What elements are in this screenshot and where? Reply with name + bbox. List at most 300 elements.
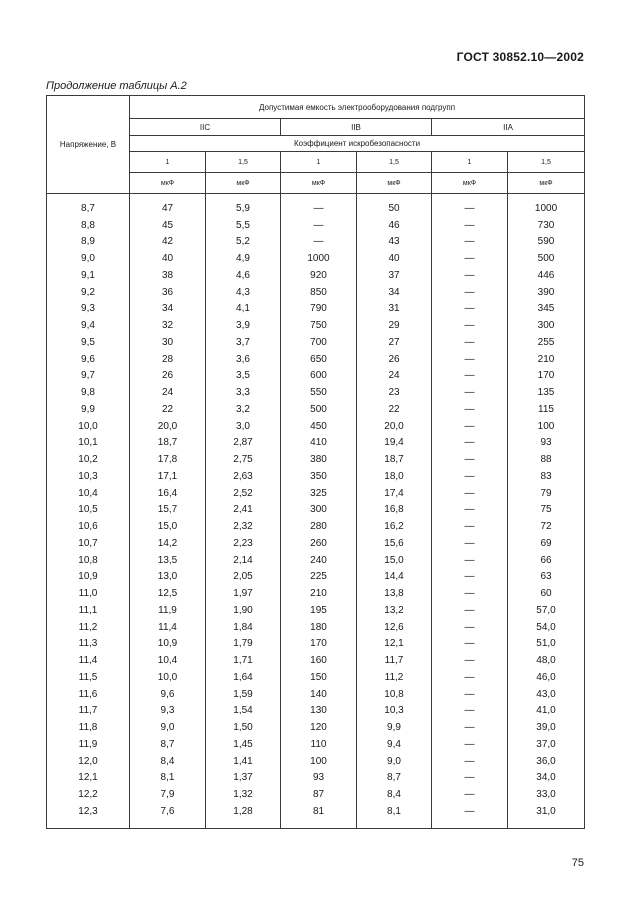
capacitance-cell: 16,8 (357, 502, 432, 519)
capacitance-cell: 63 (508, 569, 585, 586)
capacitance-cell: 5,5 (206, 217, 281, 234)
capacitance-cell: 43,0 (508, 686, 585, 703)
coefficient-cell: 1 (130, 152, 206, 173)
capacitance-cell: 140 (281, 686, 357, 703)
capacitance-cell: 11,4 (130, 619, 206, 636)
capacitance-cell: — (432, 250, 508, 267)
table-row (47, 234, 585, 251)
capacitance-cell: 29 (357, 317, 432, 334)
capacitance-cell: — (432, 786, 508, 803)
capacitance-cell: — (432, 703, 508, 720)
capacitance-cell: 4,6 (206, 267, 281, 284)
table-row (47, 736, 585, 753)
capacitance-cell: — (432, 234, 508, 251)
capacitance-cell: — (432, 619, 508, 636)
capacitance-cell: 2,87 (206, 435, 281, 452)
capacitance-cell: 10,4 (130, 652, 206, 669)
capacitance-cell: 8,4 (130, 753, 206, 770)
capacitance-cell: 345 (508, 301, 585, 318)
voltage-cell: 11,4 (47, 652, 130, 669)
capacitance-cell: 18,0 (357, 468, 432, 485)
voltage-cell: 10,9 (47, 569, 130, 586)
capacitance-cell: 11,7 (357, 652, 432, 669)
capacitance-cell: 1,59 (206, 686, 281, 703)
capacitance-cell: 50 (357, 194, 432, 217)
capacitance-cell: 31,0 (508, 803, 585, 828)
voltage-cell: 10,2 (47, 451, 130, 468)
voltage-cell: 9,1 (47, 267, 130, 284)
capacitance-cell: 446 (508, 267, 585, 284)
voltage-cell: 9,7 (47, 368, 130, 385)
table-row (47, 301, 585, 318)
capacitance-cell: 13,2 (357, 602, 432, 619)
table-row (47, 686, 585, 703)
capacitance-cell: 650 (281, 351, 357, 368)
capacitance-cell: 13,0 (130, 569, 206, 586)
capacitance-cell: 38 (130, 267, 206, 284)
table-row (47, 418, 585, 435)
capacitance-cell: 240 (281, 552, 357, 569)
capacitance-cell: — (432, 485, 508, 502)
table-row (47, 602, 585, 619)
capacitance-cell: 51,0 (508, 636, 585, 653)
capacitance-cell: 9,6 (130, 686, 206, 703)
table-row (47, 518, 585, 535)
table-row (47, 770, 585, 787)
capacitance-cell: 115 (508, 401, 585, 418)
voltage-cell: 11,6 (47, 686, 130, 703)
capacitance-cell: 390 (508, 284, 585, 301)
unit-cell: мкФ (357, 173, 432, 194)
voltage-cell: 10,7 (47, 535, 130, 552)
page-number: 75 (571, 857, 584, 869)
capacitance-cell: 41,0 (508, 703, 585, 720)
capacitance-cell: 135 (508, 384, 585, 401)
capacitance-cell: 8,7 (130, 736, 206, 753)
capacitance-cell: 325 (281, 485, 357, 502)
capacitance-cell: 15,0 (130, 518, 206, 535)
capacitance-cell: — (432, 435, 508, 452)
capacitance-cell: — (432, 753, 508, 770)
table-row (47, 585, 585, 602)
capacitance-cell: 225 (281, 569, 357, 586)
capacitance-cell: 10,3 (357, 703, 432, 720)
table-row (47, 636, 585, 653)
capacitance-cell: 9,0 (130, 719, 206, 736)
capacitance-cell: 3,7 (206, 334, 281, 351)
capacitance-cell: 850 (281, 284, 357, 301)
capacitance-cell: 75 (508, 502, 585, 519)
capacitance-cell: — (432, 585, 508, 602)
voltage-cell: 8,8 (47, 217, 130, 234)
capacitance-cell: 46,0 (508, 669, 585, 686)
capacitance-cell: 1000 (508, 194, 585, 217)
table-row (47, 803, 585, 828)
capacitance-cell: 57,0 (508, 602, 585, 619)
capacitance-cell: 30 (130, 334, 206, 351)
table-row (47, 786, 585, 803)
capacitance-cell: 2,23 (206, 535, 281, 552)
capacitance-cell: — (432, 518, 508, 535)
voltage-cell: 11,0 (47, 585, 130, 602)
capacitance-table (46, 95, 585, 829)
capacitance-cell: — (432, 770, 508, 787)
table-row (47, 502, 585, 519)
capacitance-cell: 2,41 (206, 502, 281, 519)
capacitance-cell: — (432, 418, 508, 435)
capacitance-cell: 28 (130, 351, 206, 368)
capacitance-cell: — (432, 317, 508, 334)
capacitance-cell: 32 (130, 317, 206, 334)
capacitance-cell: 180 (281, 619, 357, 636)
table-row (47, 652, 585, 669)
capacitance-cell: 2,75 (206, 451, 281, 468)
capacitance-cell: — (432, 368, 508, 385)
table-row (47, 619, 585, 636)
capacitance-cell: — (432, 284, 508, 301)
capacitance-cell: 600 (281, 368, 357, 385)
capacitance-cell: 2,14 (206, 552, 281, 569)
capacitance-header: Допустимая емкость электрооборудования подгрупп (130, 96, 585, 119)
capacitance-cell: 1,64 (206, 669, 281, 686)
capacitance-cell: 22 (357, 401, 432, 418)
capacitance-cell: 410 (281, 435, 357, 452)
voltage-cell: 11,9 (47, 736, 130, 753)
voltage-cell: 9,6 (47, 351, 130, 368)
voltage-cell: 11,7 (47, 703, 130, 720)
capacitance-cell: 590 (508, 234, 585, 251)
capacitance-cell: 4,1 (206, 301, 281, 318)
table-row (47, 401, 585, 418)
capacitance-cell: 10,9 (130, 636, 206, 653)
capacitance-cell: 12,1 (357, 636, 432, 653)
capacitance-cell: — (432, 569, 508, 586)
voltage-cell: 10,3 (47, 468, 130, 485)
capacitance-cell: 26 (357, 351, 432, 368)
capacitance-cell: 39,0 (508, 719, 585, 736)
table-row (47, 217, 585, 234)
capacitance-cell: — (432, 552, 508, 569)
capacitance-cell: — (432, 351, 508, 368)
voltage-cell: 9,8 (47, 384, 130, 401)
capacitance-cell: 47 (130, 194, 206, 217)
unit-cell: мкФ (130, 173, 206, 194)
capacitance-cell: 4,9 (206, 250, 281, 267)
capacitance-cell: 7,6 (130, 803, 206, 828)
capacitance-cell: 40 (357, 250, 432, 267)
capacitance-cell: 500 (508, 250, 585, 267)
capacitance-cell: — (432, 301, 508, 318)
capacitance-cell: 87 (281, 786, 357, 803)
capacitance-cell: 450 (281, 418, 357, 435)
capacitance-cell: 18,7 (130, 435, 206, 452)
capacitance-cell: 13,8 (357, 585, 432, 602)
group-iib-header: IIB (281, 119, 432, 136)
capacitance-cell: 4,3 (206, 284, 281, 301)
capacitance-cell: 1,37 (206, 770, 281, 787)
table-body (47, 194, 585, 829)
capacitance-cell: 9,3 (130, 703, 206, 720)
capacitance-cell: 46 (357, 217, 432, 234)
coefficient-cell: 1,5 (357, 152, 432, 173)
capacitance-cell: 3,6 (206, 351, 281, 368)
capacitance-cell: 66 (508, 552, 585, 569)
capacitance-cell: 790 (281, 301, 357, 318)
capacitance-cell: 37,0 (508, 736, 585, 753)
capacitance-cell: 9,9 (357, 719, 432, 736)
capacitance-cell: 750 (281, 317, 357, 334)
capacitance-cell: 27 (357, 334, 432, 351)
capacitance-cell: 210 (508, 351, 585, 368)
table-row (47, 468, 585, 485)
voltage-cell: 8,7 (47, 194, 130, 217)
capacitance-cell: 60 (508, 585, 585, 602)
table-row (47, 368, 585, 385)
capacitance-cell: 2,63 (206, 468, 281, 485)
coefficient-cell: 1 (432, 152, 508, 173)
capacitance-cell: 14,4 (357, 569, 432, 586)
capacitance-cell: 3,2 (206, 401, 281, 418)
capacitance-cell: 1,28 (206, 803, 281, 828)
voltage-cell: 12,1 (47, 770, 130, 787)
capacitance-cell: 380 (281, 451, 357, 468)
capacitance-cell: 34 (357, 284, 432, 301)
table-row (47, 284, 585, 301)
capacitance-cell: 13,5 (130, 552, 206, 569)
voltage-cell: 10,8 (47, 552, 130, 569)
capacitance-cell: 550 (281, 384, 357, 401)
capacitance-cell: 23 (357, 384, 432, 401)
capacitance-cell: 280 (281, 518, 357, 535)
table-row (47, 703, 585, 720)
capacitance-cell: — (432, 451, 508, 468)
capacitance-cell: 130 (281, 703, 357, 720)
capacitance-cell: — (432, 669, 508, 686)
capacitance-cell: 1,54 (206, 703, 281, 720)
capacitance-cell: 15,6 (357, 535, 432, 552)
capacitance-cell: 1,90 (206, 602, 281, 619)
capacitance-cell: 110 (281, 736, 357, 753)
capacitance-cell: 1,79 (206, 636, 281, 653)
capacitance-cell: 2,52 (206, 485, 281, 502)
capacitance-cell: 83 (508, 468, 585, 485)
capacitance-cell: 170 (508, 368, 585, 385)
capacitance-cell: 12,5 (130, 585, 206, 602)
voltage-cell: 11,2 (47, 619, 130, 636)
capacitance-cell: 8,7 (357, 770, 432, 787)
capacitance-cell: 22 (130, 401, 206, 418)
capacitance-cell: 160 (281, 652, 357, 669)
voltage-cell: 9,3 (47, 301, 130, 318)
voltage-cell: 9,5 (47, 334, 130, 351)
capacitance-cell: 42 (130, 234, 206, 251)
capacitance-cell: 93 (281, 770, 357, 787)
capacitance-cell: 300 (281, 502, 357, 519)
capacitance-cell: 300 (508, 317, 585, 334)
capacitance-cell: — (432, 736, 508, 753)
voltage-cell: 11,1 (47, 602, 130, 619)
capacitance-cell: 920 (281, 267, 357, 284)
table-row (47, 435, 585, 452)
table-row (47, 485, 585, 502)
capacitance-cell: 34,0 (508, 770, 585, 787)
capacitance-cell: 255 (508, 334, 585, 351)
voltage-cell: 10,6 (47, 518, 130, 535)
capacitance-cell: — (281, 217, 357, 234)
capacitance-cell: — (432, 384, 508, 401)
capacitance-cell: 79 (508, 485, 585, 502)
capacitance-cell: 1,50 (206, 719, 281, 736)
capacitance-cell: 48,0 (508, 652, 585, 669)
voltage-cell: 8,9 (47, 234, 130, 251)
capacitance-cell: 36,0 (508, 753, 585, 770)
capacitance-cell: 260 (281, 535, 357, 552)
coefficient-cell: 1,5 (508, 152, 585, 173)
table-row (47, 719, 585, 736)
capacitance-cell: 37 (357, 267, 432, 284)
capacitance-cell: 45 (130, 217, 206, 234)
capacitance-cell: 54,0 (508, 619, 585, 636)
capacitance-cell: 10,8 (357, 686, 432, 703)
capacitance-cell: 10,0 (130, 669, 206, 686)
capacitance-cell: 1000 (281, 250, 357, 267)
unit-cell: мкФ (281, 173, 357, 194)
capacitance-cell: 1,71 (206, 652, 281, 669)
capacitance-cell: 40 (130, 250, 206, 267)
capacitance-cell: — (432, 502, 508, 519)
coefficient-cell: 1,5 (206, 152, 281, 173)
capacitance-cell: — (432, 803, 508, 828)
capacitance-cell: 2,32 (206, 518, 281, 535)
table-row (47, 535, 585, 552)
capacitance-cell: 3,3 (206, 384, 281, 401)
capacitance-cell: 36 (130, 284, 206, 301)
capacitance-cell: 24 (130, 384, 206, 401)
capacitance-cell: 2,05 (206, 569, 281, 586)
capacitance-cell: 5,9 (206, 194, 281, 217)
capacitance-cell: — (281, 234, 357, 251)
capacitance-cell: 20,0 (357, 418, 432, 435)
unit-cell: мкФ (206, 173, 281, 194)
unit-cell: мкФ (508, 173, 585, 194)
table-caption: Продолжение таблицы А.2 (46, 80, 187, 92)
capacitance-cell: 170 (281, 636, 357, 653)
voltage-cell: 10,0 (47, 418, 130, 435)
capacitance-cell: 93 (508, 435, 585, 452)
capacitance-cell: 69 (508, 535, 585, 552)
group-iic-header: IIC (130, 119, 281, 136)
capacitance-cell: 7,9 (130, 786, 206, 803)
capacitance-cell: 43 (357, 234, 432, 251)
capacitance-cell: — (432, 686, 508, 703)
capacitance-cell: 3,9 (206, 317, 281, 334)
voltage-cell: 11,3 (47, 636, 130, 653)
table-row (47, 250, 585, 267)
capacitance-cell: 1,45 (206, 736, 281, 753)
capacitance-cell: 350 (281, 468, 357, 485)
capacitance-cell: 100 (281, 753, 357, 770)
capacitance-cell: — (432, 217, 508, 234)
capacitance-cell: — (432, 636, 508, 653)
capacitance-cell: 16,4 (130, 485, 206, 502)
capacitance-cell: 34 (130, 301, 206, 318)
capacitance-cell: 8,1 (357, 803, 432, 828)
capacitance-cell: 31 (357, 301, 432, 318)
capacitance-cell: — (432, 334, 508, 351)
table-row (47, 334, 585, 351)
voltage-cell: 9,4 (47, 317, 130, 334)
capacitance-cell: 3,0 (206, 418, 281, 435)
capacitance-cell: 15,7 (130, 502, 206, 519)
capacitance-cell: 150 (281, 669, 357, 686)
voltage-cell: 9,2 (47, 284, 130, 301)
capacitance-cell: 8,4 (357, 786, 432, 803)
capacitance-cell: — (432, 401, 508, 418)
capacitance-cell: — (432, 194, 508, 217)
capacitance-cell: 18,7 (357, 451, 432, 468)
capacitance-cell: — (432, 652, 508, 669)
capacitance-cell: 17,8 (130, 451, 206, 468)
table-row (47, 669, 585, 686)
capacitance-cell: — (432, 719, 508, 736)
capacitance-cell: 100 (508, 418, 585, 435)
voltage-cell: 9,0 (47, 250, 130, 267)
capacitance-cell: 12,6 (357, 619, 432, 636)
capacitance-cell: 81 (281, 803, 357, 828)
capacitance-cell: 1,84 (206, 619, 281, 636)
capacitance-cell: 1,97 (206, 585, 281, 602)
voltage-cell: 10,4 (47, 485, 130, 502)
voltage-cell: 12,0 (47, 753, 130, 770)
capacitance-cell: — (432, 267, 508, 284)
capacitance-cell: 730 (508, 217, 585, 234)
capacitance-cell: 11,2 (357, 669, 432, 686)
capacitance-cell: 500 (281, 401, 357, 418)
table-row (47, 194, 585, 217)
capacitance-cell: 15,0 (357, 552, 432, 569)
capacitance-cell: 120 (281, 719, 357, 736)
capacitance-cell: 16,2 (357, 518, 432, 535)
coefficient-cell: 1 (281, 152, 357, 173)
capacitance-cell: — (432, 602, 508, 619)
capacitance-cell: 210 (281, 585, 357, 602)
voltage-column-header: Напряжение, В (47, 96, 130, 194)
capacitance-cell: 195 (281, 602, 357, 619)
capacitance-cell: — (432, 468, 508, 485)
table-row (47, 552, 585, 569)
capacitance-cell: 17,4 (357, 485, 432, 502)
table-row (47, 384, 585, 401)
table-row (47, 569, 585, 586)
capacitance-cell: 33,0 (508, 786, 585, 803)
group-iia-header: IIA (432, 119, 585, 136)
capacitance-cell: 19,4 (357, 435, 432, 452)
capacitance-cell: 11,9 (130, 602, 206, 619)
capacitance-cell: 9,0 (357, 753, 432, 770)
voltage-cell: 11,8 (47, 719, 130, 736)
voltage-cell: 9,9 (47, 401, 130, 418)
capacitance-cell: 5,2 (206, 234, 281, 251)
voltage-cell: 12,2 (47, 786, 130, 803)
capacitance-cell: 88 (508, 451, 585, 468)
voltage-cell: 10,1 (47, 435, 130, 452)
unit-cell: мкФ (432, 173, 508, 194)
table-row (47, 317, 585, 334)
table-row (47, 753, 585, 770)
table-row (47, 351, 585, 368)
table-row (47, 267, 585, 284)
voltage-cell: 11,5 (47, 669, 130, 686)
